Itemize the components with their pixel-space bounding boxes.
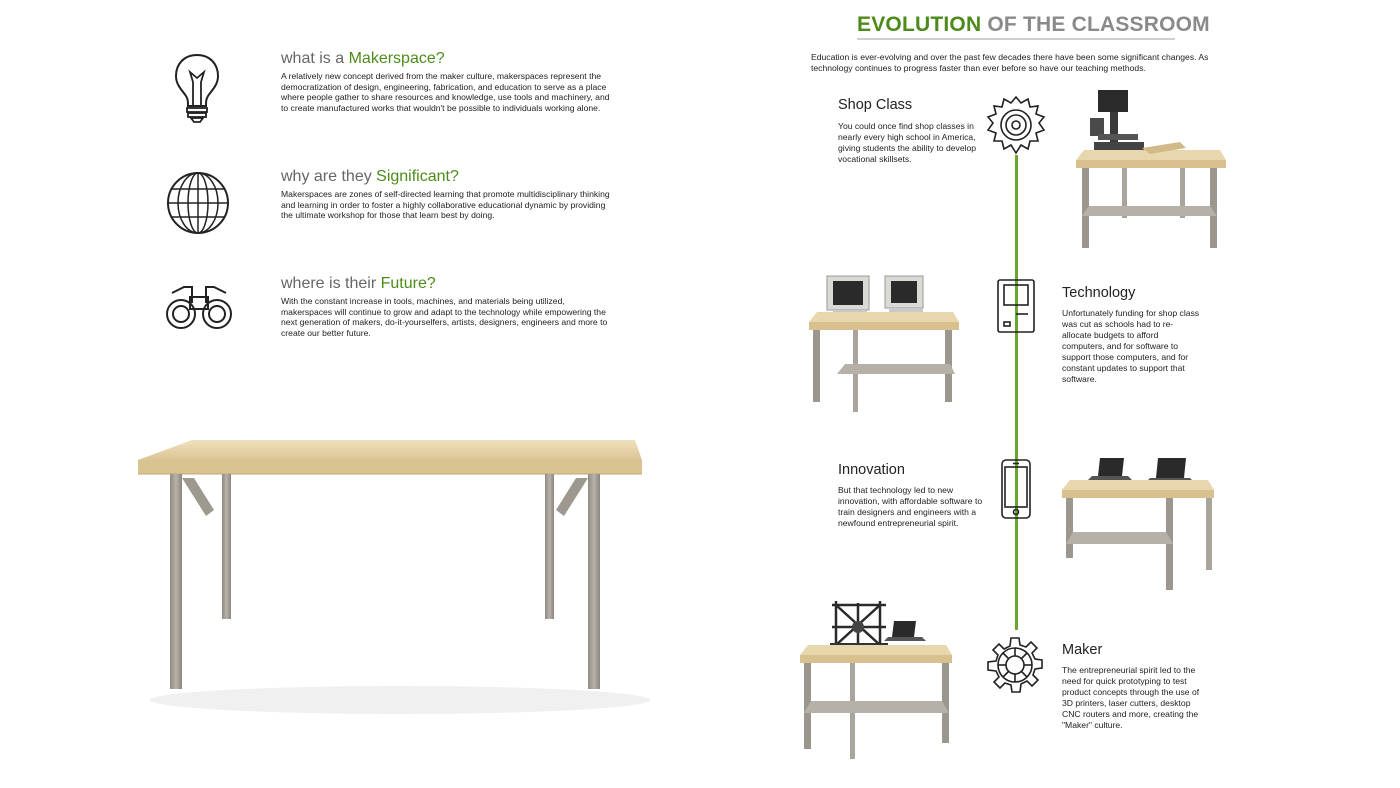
title-divider	[857, 38, 1175, 40]
laptop-table-image	[1058, 452, 1223, 597]
smartphone-icon	[1000, 458, 1032, 520]
section-title-accent: Significant?	[376, 168, 459, 185]
stage-body-maker: The entrepreneurial spirit led to the need for quick prototyping to test product concepts through the use of 3D printers, laser cutters, desktop CNC routers and more, creating the "Maker" culture.	[1062, 665, 1200, 730]
gear-icon	[984, 634, 1046, 696]
stage-body-technology: Unfortunately funding for shop class was cut as schools had to re-allocate budgets to afford computers, and for software to support those computers, and for constant updates to support that software.	[1062, 308, 1200, 384]
section-title-future	[281, 275, 436, 293]
shop-table-image	[1070, 82, 1240, 262]
page-title-accent: EVOLUTION	[857, 13, 982, 36]
section-title-accent: Makerspace?	[348, 50, 445, 67]
computer-table-image	[805, 272, 965, 417]
section-title-prefix: what is a	[281, 50, 349, 67]
section-body-future: With the constant increase in tools, machines, and materials being utilized, makerspaces will continue to grow and adapt to the technology while empowering the next generation of makers, do-it-yourselfers, artists, designers, engineers and more to create our better future.	[281, 296, 608, 338]
lightbulb-icon	[172, 52, 222, 124]
printer-table-image	[796, 597, 966, 762]
section-body-significant: Makerspaces are zones of self-directed learning that promote multidisciplinary thinking and learning in order to foster a highly collaborative educational dynamic by providing the ultimate workshop for those that learn best by doing.	[281, 189, 610, 221]
section-title-significant	[281, 168, 459, 186]
vintage-computer-icon	[996, 278, 1036, 334]
page-title-rest: OF THE CLASSROOM	[981, 13, 1210, 36]
large-table-image	[130, 430, 670, 730]
stage-body-shop-class: You could once find shop classes in nearly every high school in America, giving students the ability to develop vocational skillsets.	[838, 121, 977, 164]
stage-title-technology: Technology	[1062, 285, 1136, 301]
globe-icon	[165, 170, 231, 236]
stage-title-maker: Maker	[1062, 642, 1103, 658]
section-title-prefix: why are they	[281, 168, 377, 185]
section-title-prefix: where is their	[281, 275, 381, 292]
saw-blade-icon	[986, 95, 1046, 155]
timeline-line	[1015, 155, 1018, 630]
section-title-makerspace	[281, 50, 445, 68]
page-title	[857, 13, 1210, 37]
stage-title-shop-class: Shop Class	[838, 97, 913, 113]
section-title-accent: Future?	[380, 275, 436, 292]
stage-title-innovation: Innovation	[838, 462, 905, 478]
binoculars-icon	[164, 283, 234, 331]
section-body-makerspace: A relatively new concept derived from the maker culture, makerspaces represent the democratization of design, engineering, fabrication, and education to serve as a place where people gather to share resources and knowledge, use tools and machinery, and to create manufactured works that wouldn't be possible to individuals working alone.	[281, 71, 610, 113]
stage-body-innovation: But that technology led to new innovation, with affordable software to train designers and engineers with a newfound entrepreneurial spirit.	[838, 485, 983, 528]
intro-text: Education is ever-evolving and over the past few decades there have been some significant changes. As technology continues to progress faster than ever before so have our teaching methods.	[811, 52, 1209, 73]
